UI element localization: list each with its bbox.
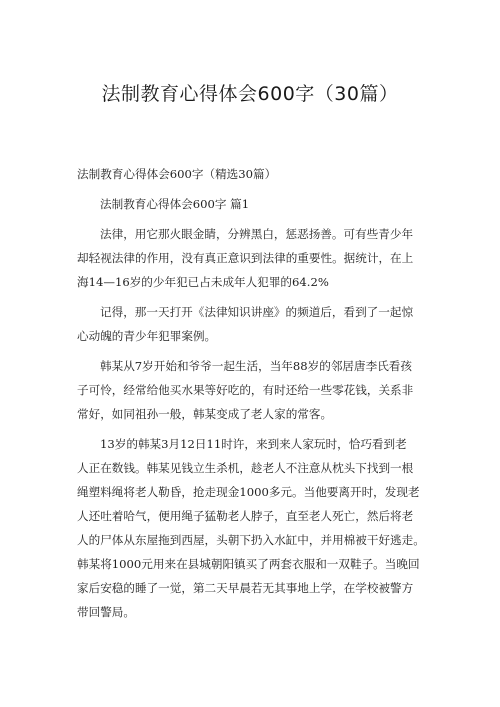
paragraph-line: 心动魄的青少年犯罪案例。 (77, 329, 217, 343)
paragraph-line: 带回警局。 (77, 605, 135, 619)
paragraph-line: 人的尸体从东屋拖到西屋，头朝下扔入水缸中，并用棉被干好逃走。 (77, 533, 425, 547)
paragraph-line: 常好，如同祖孙一般，韩某变成了老人家的常客。 (77, 407, 333, 421)
paragraph-line: 人正在数钱。韩某见钱立生杀机，趁老人不注意从枕头下找到一根 (77, 461, 414, 475)
paragraph-3 (77, 354, 447, 426)
document-subtitle: 法制教育心得体会600字（精选30篇） (77, 167, 277, 181)
paragraph-line: 却轻视法律的作用，没有真正意识到法律的重要性。据统计，在上 (77, 251, 414, 265)
paragraph-line: 家后安稳的睡了一觉，第二天早晨若无其事地上学，在学校被警方 (77, 581, 414, 595)
paragraph-line: 韩某从7岁开始和爷爷一起生活，当年88岁的邻居唐李氏看孩 (100, 359, 412, 373)
paragraph-line: 法律，用它那火眼金睛，分辨黑白，惩恶扬善。可有些青少年 (100, 227, 414, 241)
paragraph-line: 韩某将1000元用来在县城朝阳镇买了两套衣服和一双鞋子。当晚回 (77, 557, 420, 571)
paragraph-1 (77, 222, 447, 294)
paragraph-line: 子可怜，经常给他买水果等好吃的，有时还给一些零花钱，关系非 (77, 383, 414, 397)
document-title: 法制教育心得体会600字（30篇） (101, 83, 399, 105)
paragraph-line: 海14—16岁的少年犯已占未成年人犯罪的64.2% (77, 275, 329, 289)
paragraph-line: 记得，那一天打开《法律知识讲座》的频道后，看到了一起惊 (100, 305, 414, 319)
document-body (77, 162, 447, 624)
paragraph-line: 人还吐着哈气，便用绳子猛勒老人脖子，直至老人死亡，然后将老 (77, 509, 414, 523)
paragraph-line: 绳塑料绳将老人勒昏，抢走现金1000多元。当他要离开时，发现老 (77, 485, 420, 499)
paragraph-2 (77, 300, 447, 348)
section-heading: 法制教育心得体会600字 篇1 (100, 197, 250, 211)
paragraph-line: 13岁的韩某3月12日11时许，来到来人家玩时，恰巧看到老 (100, 437, 407, 451)
paragraph-4 (77, 432, 447, 624)
